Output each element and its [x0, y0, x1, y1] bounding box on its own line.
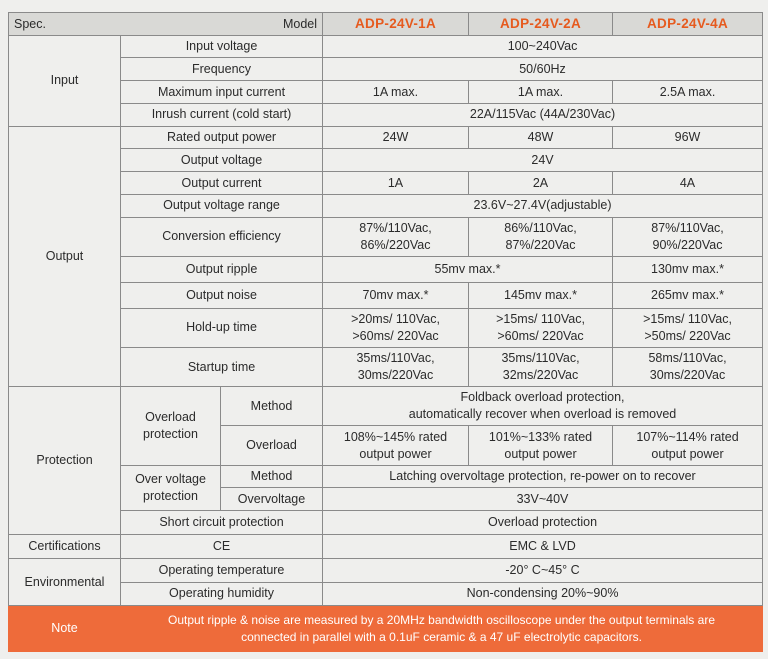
- hold-up-time-label: Hold-up time: [121, 308, 323, 347]
- value-line: 35ms/110Vac,: [501, 351, 580, 365]
- note-text: [121, 606, 763, 652]
- input-voltage-value: 100~240Vac: [323, 35, 763, 58]
- value-line: output power: [504, 446, 577, 461]
- value-line: >20ms/ 110Vac,: [351, 311, 440, 326]
- category-output: Output: [9, 126, 121, 386]
- overvoltage-threshold-label: Overvoltage: [221, 488, 323, 511]
- rated-power-4a: 96W: [613, 126, 763, 149]
- value-line: 30ms/220Vac: [357, 368, 434, 382]
- rated-power-2a: 48W: [469, 126, 613, 149]
- output-current-4a: 4A: [613, 172, 763, 195]
- model-label: Model: [282, 17, 318, 31]
- category-environmental: Environmental: [9, 558, 121, 606]
- output-noise-2a: 145mv max.*: [469, 282, 613, 308]
- category-input: Input: [9, 35, 121, 126]
- overload-threshold-label: Overload: [221, 426, 323, 465]
- label-line: Overload: [145, 409, 196, 424]
- output-current-1a: 1A: [323, 172, 469, 195]
- value-line: >50ms/ 220Vac: [644, 328, 731, 343]
- value-line: 87%/110Vac,: [359, 220, 432, 235]
- operating-temperature-value: -20° C~45° C: [323, 558, 763, 582]
- note-label: Note: [9, 606, 121, 652]
- spec-table: [8, 12, 763, 652]
- output-current-2a: 2A: [469, 172, 613, 195]
- startup-time-4a: [613, 347, 763, 386]
- value-line: output power: [651, 446, 724, 461]
- output-voltage-label: Output voltage: [121, 149, 323, 172]
- max-input-current-1a: 1A max.: [323, 81, 469, 104]
- label-line: Over voltage: [135, 471, 206, 486]
- output-ripple-4a: 130mv max.*: [613, 256, 763, 282]
- operating-humidity-label: Operating humidity: [121, 582, 323, 606]
- value-line: 90%/220Vac: [652, 237, 723, 252]
- value-line: 107%~114% rated: [636, 429, 739, 444]
- hold-up-time-1a: [323, 308, 469, 347]
- category-protection: Protection: [9, 387, 121, 535]
- startup-time-1a: [323, 347, 469, 386]
- overload-threshold-1a: [323, 426, 469, 465]
- value-line: automatically recover when overload is removed: [408, 407, 677, 422]
- model-4a: ADP-24V-4A: [613, 13, 763, 36]
- value-line: 30ms/220Vac: [649, 368, 726, 382]
- max-input-current-2a: 1A max.: [469, 81, 613, 104]
- value-line: 87%/110Vac,: [651, 220, 724, 235]
- label-line: protection: [143, 488, 198, 503]
- output-voltage-value: 24V: [323, 149, 763, 172]
- overload-protection-label: [121, 387, 221, 466]
- output-noise-4a: 265mv max.*: [613, 282, 763, 308]
- startup-time-2a: [469, 347, 613, 386]
- conversion-efficiency-4a: [613, 217, 763, 256]
- overload-method-label: Method: [221, 387, 323, 426]
- short-circuit-value: Overload protection: [323, 511, 763, 535]
- value-line: >15ms/ 110Vac,: [643, 311, 732, 326]
- value-line: 86%/110Vac,: [504, 220, 577, 235]
- value-line: Foldback overload protection,: [460, 390, 625, 405]
- ce-label: CE: [121, 534, 323, 558]
- operating-humidity-value: Non-condensing 20%~90%: [323, 582, 763, 606]
- output-ripple-label: Output ripple: [121, 256, 323, 282]
- output-voltage-range-value: 23.6V~27.4V(adjustable): [323, 194, 763, 217]
- overvoltage-method-value: Latching overvoltage protection, re-power on to recover: [323, 465, 763, 488]
- model-2a: ADP-24V-2A: [469, 13, 613, 36]
- output-current-label: Output current: [121, 172, 323, 195]
- ce-value: EMC & LVD: [323, 534, 763, 558]
- value-line: 108%~145% rated: [343, 429, 448, 444]
- output-ripple-1a-2a: 55mv max.*: [323, 256, 613, 282]
- output-noise-label: Output noise: [121, 282, 323, 308]
- hold-up-time-4a: [613, 308, 763, 347]
- max-input-current-4a: 2.5A max.: [613, 81, 763, 104]
- inrush-current-label: Inrush current (cold start): [121, 103, 323, 126]
- value-line: 86%/220Vac: [360, 237, 431, 252]
- frequency-label: Frequency: [121, 58, 323, 81]
- rated-power-1a: 24W: [323, 126, 469, 149]
- value-line: 58ms/110Vac,: [648, 351, 727, 365]
- note-line: Output ripple & noise are measured by a 20MHz bandwidth oscilloscope under the output terminals are: [168, 612, 715, 627]
- category-certifications: Certifications: [9, 534, 121, 558]
- value-line: >60ms/ 220Vac: [497, 328, 584, 343]
- overload-threshold-4a: [613, 426, 763, 465]
- value-line: 35ms/110Vac,: [356, 351, 435, 365]
- value-line: >60ms/ 220Vac: [352, 328, 439, 343]
- value-line: 87%/220Vac: [505, 237, 576, 252]
- short-circuit-label: Short circuit protection: [121, 511, 323, 535]
- spec-label: Spec.: [14, 17, 46, 31]
- input-voltage-label: Input voltage: [121, 35, 323, 58]
- model-1a: ADP-24V-1A: [323, 13, 469, 36]
- note-line: connected in parallel with a 0.1uF ceramic & a 47 uF electrolytic capacitors.: [241, 629, 642, 644]
- overvoltage-threshold-value: 33V~40V: [323, 488, 763, 511]
- overvoltage-protection-label: [121, 465, 221, 510]
- overvoltage-method-label: Method: [221, 465, 323, 488]
- output-voltage-range-label: Output voltage range: [121, 194, 323, 217]
- conversion-efficiency-2a: [469, 217, 613, 256]
- max-input-current-label: Maximum input current: [121, 81, 323, 104]
- inrush-current-value: 22A/115Vac (44A/230Vac): [323, 103, 763, 126]
- conversion-efficiency-1a: [323, 217, 469, 256]
- output-noise-1a: 70mv max.*: [323, 282, 469, 308]
- value-line: >15ms/ 110Vac,: [496, 311, 585, 326]
- operating-temperature-label: Operating temperature: [121, 558, 323, 582]
- rated-power-label: Rated output power: [121, 126, 323, 149]
- startup-time-label: Startup time: [121, 347, 323, 386]
- spec-model-header: [9, 13, 323, 36]
- overload-threshold-2a: [469, 426, 613, 465]
- hold-up-time-2a: [469, 308, 613, 347]
- value-line: 32ms/220Vac: [502, 368, 579, 382]
- conversion-efficiency-label: Conversion efficiency: [121, 217, 323, 256]
- value-line: output power: [359, 446, 432, 461]
- value-line: 101%~133% rated: [488, 429, 593, 444]
- frequency-value: 50/60Hz: [323, 58, 763, 81]
- label-line: protection: [143, 426, 198, 441]
- overload-method-value: [323, 387, 763, 426]
